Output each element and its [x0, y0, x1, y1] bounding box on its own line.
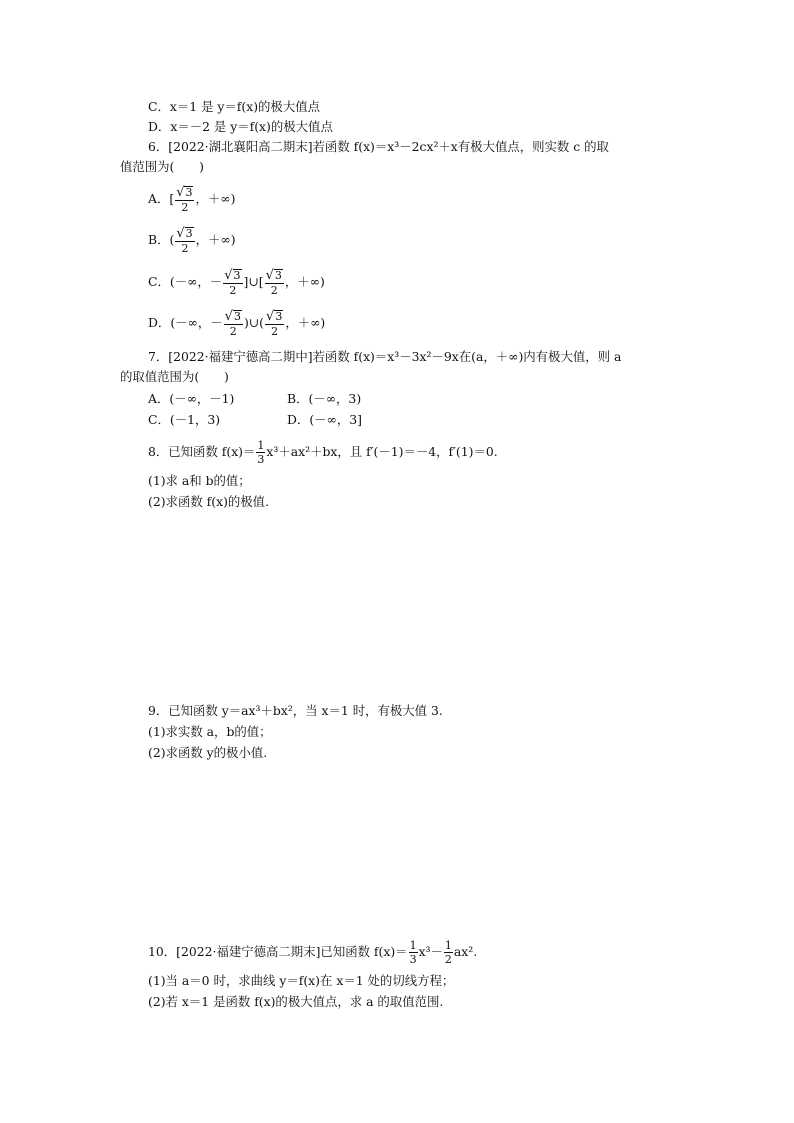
q9-part-2: (2)求函数 y的极小值. — [148, 745, 268, 760]
q7-stem-line2: 的取值范围为( ) — [120, 369, 229, 384]
q10-part-1: (1)当 a＝0 时，求曲线 y＝f(x)在 x＝1 处的切线方程； — [148, 973, 455, 988]
fraction: $\frac{1}{3}$ — [409, 939, 417, 966]
q6-option-d: D．(－∞，－ $\frac{√3}{2}$ )∪( $\frac{√3}{2}$ ，＋∞) — [148, 309, 326, 338]
q9-part-1: (1)求实数 a，b的值； — [148, 724, 272, 739]
q6-option-b: B．( $\frac{√3}{2}$ ，＋∞) — [148, 226, 236, 255]
fraction: $\frac{√3}{2}$ — [176, 185, 193, 214]
q7-option-c: C．(－1，3) — [148, 412, 221, 427]
q10-part-2: (2)若 x＝1 是函数 f(x)的极大值点，求 a 的取值范围. — [148, 994, 444, 1009]
q5-option-c: C．x＝1 是 y＝f(x)的极大值点 — [148, 99, 320, 114]
q6-option-a: A．[ $\frac{√3}{2}$ ，＋∞) — [148, 185, 236, 214]
q6-stem-line2: 值范围为( ) — [120, 159, 205, 174]
q10-stem: 10．[2022·福建宁德高二期末]已知函数 f(x)＝ $\frac{1}{3}$ x³－ $\frac{1}{2}$ ax². — [148, 939, 478, 966]
q7-option-b: B．(－∞，3) — [287, 391, 362, 406]
q7-stem-line1: 7．[2022·福建宁德高二期中]若函数 f(x)＝x³－3x²－9x在(a，＋∞)内有极大值，则 a — [148, 349, 622, 364]
q7-option-a: A．(－∞，－1) — [148, 391, 235, 406]
fraction: $\frac{1}{3}$ — [257, 439, 265, 466]
q6-stem-line1: 6．[2022·湖北襄阳高二期末]若函数 f(x)＝x³－2cx²＋x有极大值点，则实数 c 的取 — [148, 139, 609, 154]
fraction: $\frac{√3}{2}$ — [176, 226, 193, 255]
q8-part-2: (2)求函数 f(x)的极值. — [148, 494, 270, 509]
fraction: $\frac{√3}{2}$ — [224, 309, 241, 338]
fraction: $\frac{√3}{2}$ — [265, 268, 282, 297]
q5-option-d: D．x＝－2 是 y＝f(x)的极大值点 — [148, 119, 333, 134]
q9-stem: 9．已知函数 y＝ax³＋bx²，当 x＝1 时，有极大值 3. — [148, 703, 443, 718]
q8-part-1: (1)求 a和 b的值； — [148, 473, 251, 488]
q7-option-d: D．(－∞，3] — [287, 412, 362, 427]
q8-stem: 8．已知函数 f(x)＝ $\frac{1}{3}$ x³＋ax²＋bx，且 f′(－1)＝－4，f′(1)＝0. — [148, 439, 498, 466]
fraction: $\frac{√3}{2}$ — [266, 309, 283, 338]
fraction: $\frac{1}{2}$ — [444, 939, 452, 966]
fraction: $\frac{√3}{2}$ — [224, 268, 241, 297]
q6-option-c: C．(－∞，－ $\frac{√3}{2}$ ]∪[ $\frac{√3}{2}$ ，＋∞) — [148, 268, 325, 297]
